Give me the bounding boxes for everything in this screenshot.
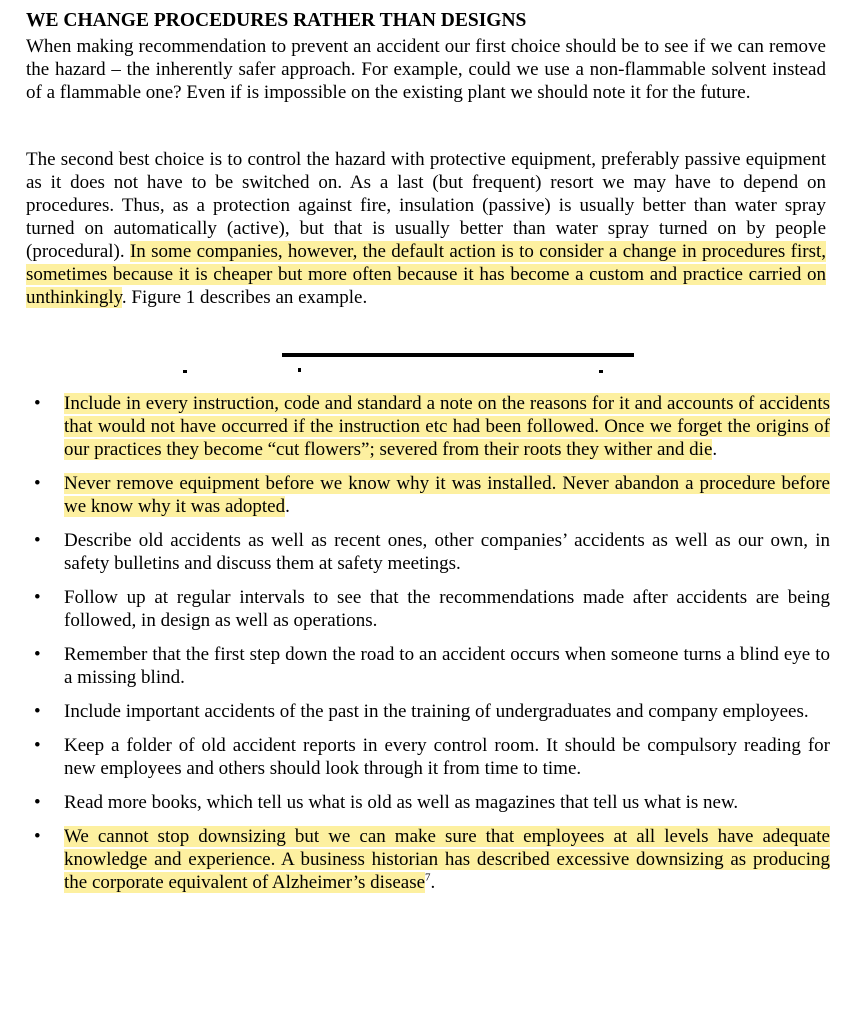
figure-divider-rule <box>282 353 634 357</box>
bullet-dot-icon: • <box>34 473 41 494</box>
list-item <box>0 472 830 518</box>
list-item-body: Keep a folder of old accident reports in every control room. It should be compulsory reading for new employees and others should look through it from time to time. <box>64 735 830 779</box>
list-item <box>0 734 830 780</box>
list-item-text <box>64 734 830 780</box>
bullet-dot-icon: • <box>34 644 41 665</box>
bullet-dot-icon: • <box>34 735 41 756</box>
clipped-mark <box>298 368 301 372</box>
list-item-suffix: . <box>285 496 290 517</box>
list-item-text <box>64 700 830 723</box>
list-item <box>0 586 830 632</box>
list-item-text <box>64 472 830 518</box>
list-item-body: Include important accidents of the past in the training of undergraduates and company employees. <box>64 701 809 722</box>
recommendation-list <box>0 392 861 905</box>
paragraph-1: When making recommendation to prevent an accident our first choice should be to see if we can remove the hazard – the inherently safer approach. For example, could we use a non-flammable solvent instead of a flammable one? Even if is impossible on the existing plant we should note it for the future. <box>26 36 826 103</box>
bullet-dot-icon: • <box>34 530 41 551</box>
bullet-dot-icon: • <box>34 701 41 722</box>
list-item <box>0 643 830 689</box>
list-item-body: Follow up at regular intervals to see that the recommendations made after accidents are being followed, in design as well as operations. <box>64 587 830 631</box>
figure-clipped-marks <box>0 370 861 378</box>
paragraph-2-end: . Figure 1 describes an example. <box>121 287 368 308</box>
list-item-text <box>64 643 830 689</box>
list-item <box>0 529 830 575</box>
clipped-mark <box>599 370 603 373</box>
list-item-suffix: . <box>430 872 436 893</box>
list-item-text <box>64 791 830 814</box>
bullet-dot-icon: • <box>34 587 41 608</box>
list-item-text <box>64 529 830 575</box>
list-item-body: Remember that the first step down the road to an accident occurs when someone turns a blind eye to a missing blind. <box>64 644 830 688</box>
list-item-body: Read more books, which tell us what is old as well as magazines that tell us what is new. <box>64 792 739 813</box>
section-heading: WE CHANGE PROCEDURES RATHER THAN DESIGNS <box>26 10 527 31</box>
list-item-text <box>64 586 830 632</box>
list-item-highlight: Include in every instruction, code and standard a note on the reasons for it and accounts of accidents that would not have occurred if the instruction etc had been followed. Once we forget the origins of our practices they become “cut flowers”; severed from their roots they wither and die <box>64 393 830 460</box>
list-item-highlight: We cannot stop downsizing but we can make sure that employees at all levels have adequate knowledge and experience. A business historian has described excessive downsizing as producing the corporate equivalent of Alzheimer’s disease <box>64 826 830 893</box>
bullet-dot-icon: • <box>34 826 41 847</box>
list-item-highlight: Never remove equipment before we know why it was installed. Never abandon a procedure before we know why it was adopted <box>64 473 830 517</box>
list-item-body: Describe old accidents as well as recent ones, other companies’ accidents as well as our own, in safety bulletins and discuss them at safety meetings. <box>64 530 830 574</box>
clipped-mark <box>183 370 187 373</box>
list-item <box>0 392 830 461</box>
list-item <box>0 825 830 894</box>
list-item <box>0 700 830 723</box>
footnote-reference: 7 <box>425 871 431 884</box>
list-item <box>0 791 830 814</box>
bullet-dot-icon: • <box>34 393 41 414</box>
bullet-dot-icon: • <box>34 792 41 813</box>
paragraph-2-highlight: In some companies, however, the default action is to consider a change in procedures first, sometimes because it is cheaper but more often because it has become a custom and practice carried on unthinkingly <box>26 241 826 308</box>
paragraph-2 <box>26 148 826 309</box>
list-item-text <box>64 825 830 894</box>
list-item-text <box>64 392 830 461</box>
paragraph-2-text: The second best choice is to control the hazard with protective equipment, preferably passive equipment as it does not have to be switched on. As a last (but frequent) resort we may have to depend on procedures. Thus, as a protection against fire, insulation (passive) is usually better than water spray turned on automatically (active), but that is usually better than water spray turned on by people (procedural). <box>26 149 826 262</box>
list-item-suffix: . <box>712 439 718 460</box>
